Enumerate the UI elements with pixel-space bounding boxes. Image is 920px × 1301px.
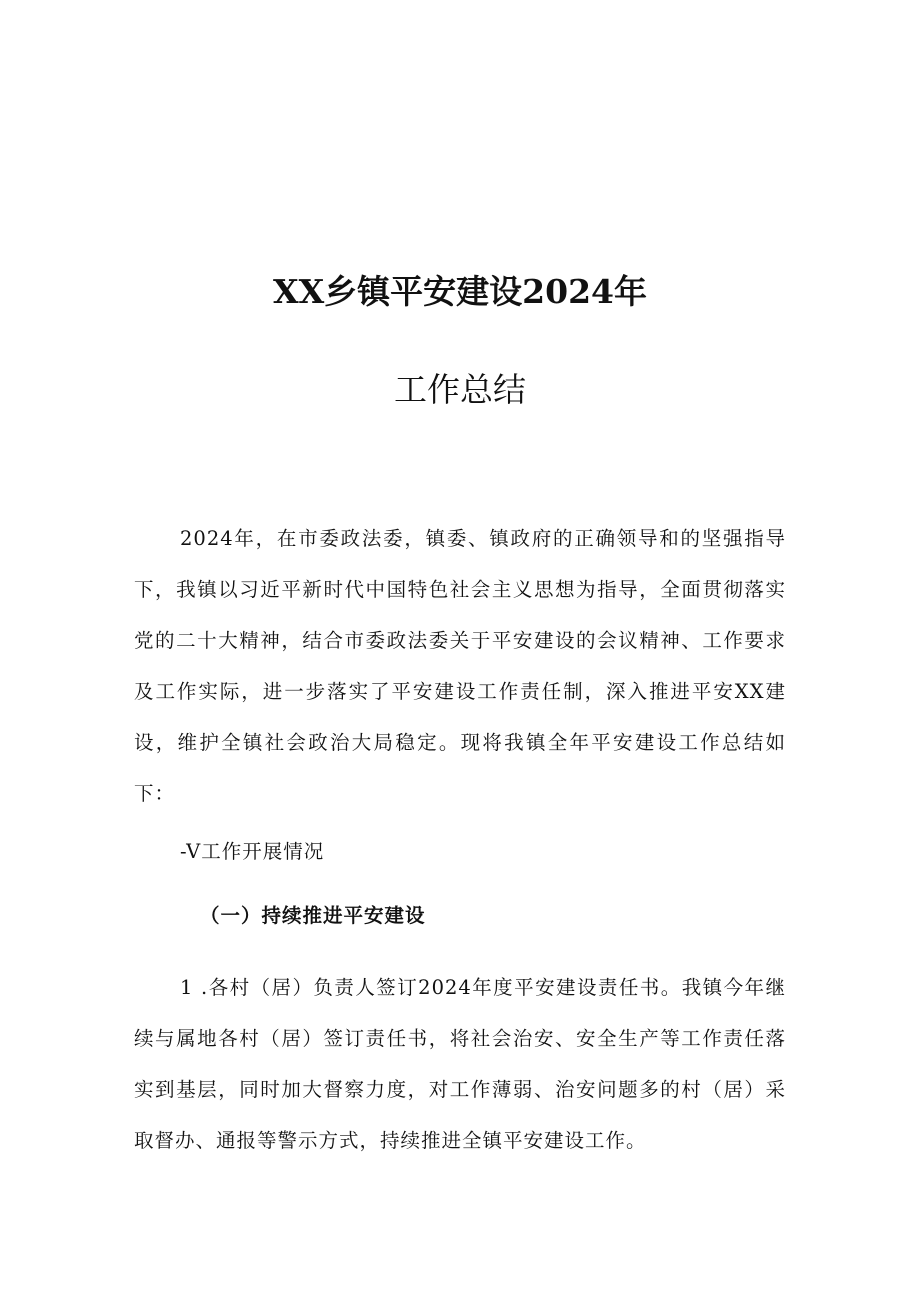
- section-heading: -V工作开展情况: [180, 840, 325, 863]
- item-1-paragraph: 1 .各村（居）负责人签订2024年度平安建设责任书。我镇今年继续与属地各村（居）签订责任书，将社会治安、安全生产等工作责任落实到基层，同时加大督察力度，对工作薄弱、治安问题多的村（居）采取督办、通报等警示方式，持续推进全镇平安建设工作。: [134, 976, 786, 1152]
- document-title-line-2: 工作总结: [394, 370, 526, 409]
- subsection-heading: （一）持续推进平安建设: [200, 904, 426, 927]
- intro-paragraph: 2024年，在市委政法委，镇委、镇政府的正确领导和的坚强指导下，我镇以习近平新时代中国特色社会主义思想为指导，全面贯彻落实党的二十大精神，结合市委政法委关于平安建设的会议精神、工作要求及工作实际，进一步落实了平安建设工作责任制，深入推进平安XX建设，维护全镇社会政治大局稳定。现将我镇全年平安建设工作总结如下：: [134, 527, 786, 805]
- document-title-line-1: XX乡镇平安建设2024年: [272, 272, 648, 311]
